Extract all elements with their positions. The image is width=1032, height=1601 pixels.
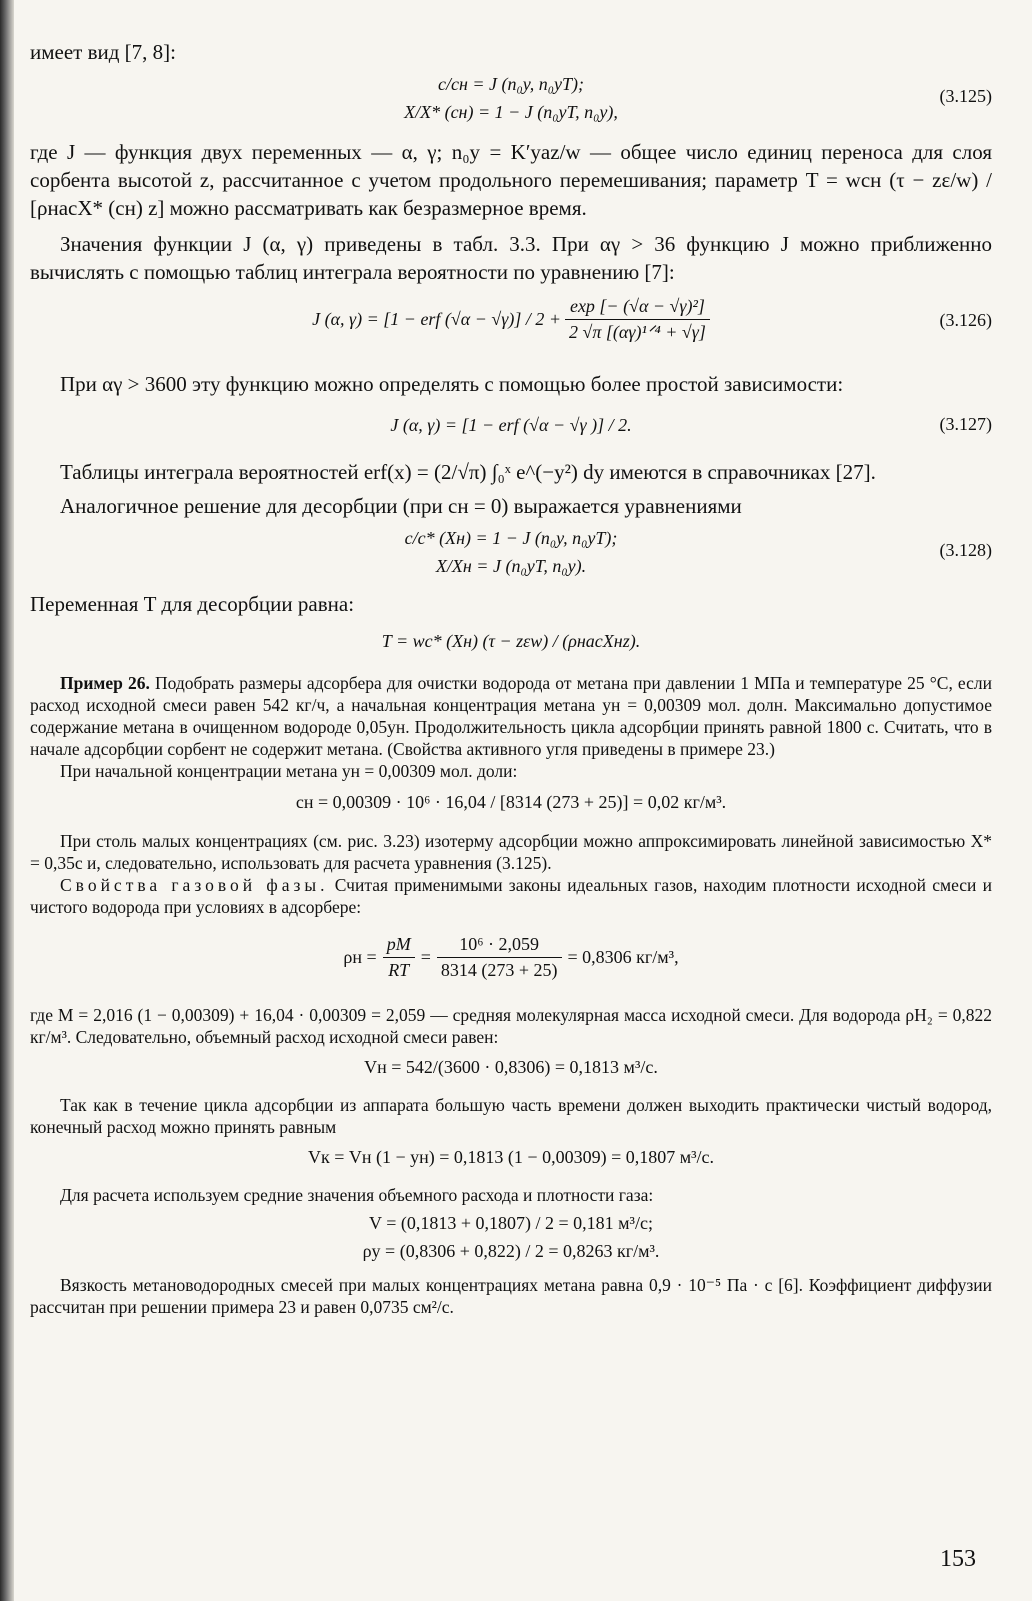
equation-number: (3.125): [939, 86, 992, 106]
fraction-denominator: RT: [388, 960, 410, 980]
document-page: [30, 28, 992, 1318]
fraction-numerator: exp [− (√α − √γ)²]: [565, 296, 710, 320]
equation-rho-average: ρy = (0,8306 + 0,822) / 2 = 0,8263 кг/м³.: [362, 1241, 660, 1261]
fraction-numerator: 10⁶ · 2,059: [437, 934, 562, 958]
equation-cn: cн = 0,00309 · 10⁶ · 16,04 / [8314 (273 + 25)] = 0,02 кг/м³.: [295, 792, 727, 812]
equation-number: (3.126): [939, 310, 992, 330]
example-isotherm: При столь малых концентрациях (см. рис. 3.23) изотерму адсорбции можно аппроксимировать линейной зависимостью X* = 0,35c и, следовательно, использовать для расчета уравнения (3.125).: [30, 831, 992, 873]
equals-sign: =: [420, 947, 431, 967]
section-heading: Свойства газовой фазы.: [60, 875, 329, 895]
equation-3-128: [30, 524, 992, 582]
paragraph-variable-t: Переменная T для десорбции равна:: [30, 592, 355, 616]
example-initial-concentration: При начальной концентрации метана yн = 0,00309 мол. доли:: [60, 761, 518, 781]
equation-3-127-body: J (α, γ) = [1 − erf (√α − √γ )] / 2.: [390, 415, 632, 435]
equation-3-125-line2: X/X* (cн) = 1 − J (n₀yT, n₀y),: [404, 102, 618, 122]
equation-number: (3.128): [939, 540, 992, 560]
equation-number: (3.127): [939, 414, 992, 434]
equation-3-127: [30, 410, 992, 450]
paragraph-table-values: Значения функции J (α, γ) приведены в табл. 3.3. При αγ > 36 функцию J можно приближенно вычислять с помощью таблиц интеграла вероятности по уравнению [7]:: [30, 232, 992, 284]
equation-3-125-line1: c/cн = J (n₀y, n₀yT);: [437, 74, 585, 94]
equation-vn: Vн = 542/(3600 · 0,8306) = 0,1813 м³/с.: [364, 1057, 658, 1077]
example-text: Подобрать размеры адсорбера для очистки водорода от метана при давлении 1 МПа и температуре 25 °C, если расход исходной смеси равен 542 кг/ч, а начальная концентрация метана yн = 0,00309 мол. долн. Максимально допустимое содержание метана в очищенном водороде 0,05yн. Продолжительность цикла адсорбции принять равной 1800 с. Считать, что в начале адсорбции сорбент не содержит метана. (Свойства активного угля приведены в примере 23.): [30, 673, 992, 759]
equation-3-125: [30, 70, 992, 128]
density-fraction-2: [437, 934, 562, 981]
paragraph-erf-tables: Таблицы интеграла вероятностей erf(x) = (2/√π) ∫₀ˣ e^(−y²) dy имеются в справочниках [27].: [60, 460, 876, 484]
fraction-denominator: 2 √π [(αγ)¹ᐟ⁴ + √γ]: [569, 322, 706, 342]
equation-density: [30, 928, 992, 998]
density-left: ρн =: [343, 947, 377, 967]
equation-vk: Vк = Vн (1 − yн) = 0,1813 (1 − 0,00309) = 0,1807 м³/с.: [307, 1147, 715, 1167]
paragraph-desorption: Аналогичное решение для десорбции (при cн = 0) выражается уравнениями: [60, 494, 742, 518]
fraction-denominator: 8314 (273 + 25): [440, 960, 558, 980]
example-label: Пример 26.: [60, 673, 150, 693]
example-molar-mass: где M = 2,016 (1 − 0,00309) + 16,04 · 0,00309 = 2,059 — средняя молекулярная масса исходной смеси. Для водорода ρH₂ = 0,822 кг/м³. Следовательно, объемный расход исходной смеси равен:: [30, 1005, 992, 1047]
intro-line: имеет вид [7, 8]:: [30, 40, 177, 64]
example-final-flow: Так как в течение цикла адсорбции из аппарата большую часть времени должен выходить практически чистый водород, конечный расход можно принять равным: [30, 1095, 992, 1137]
density-right: = 0,8306 кг/м³,: [567, 947, 679, 967]
density-fraction-1: [383, 934, 415, 981]
equation-3-126-fraction: [565, 296, 710, 343]
equation-3-126: [30, 292, 992, 356]
example-viscosity: Вязкость метановодородных смесей при малых концентрациях метана равна 0,9 · 10⁻⁵ Па · с [6]. Коэффициент диффузии рассчитан при решении примера 23 и равен 0,0735 см²/с.: [30, 1275, 992, 1317]
page-number: 153: [940, 1546, 976, 1572]
equation-v-average: V = (0,1813 + 0,1807) / 2 = 0,181 м³/с;: [369, 1213, 653, 1233]
equation-3-126-left: J (α, γ) = [1 − erf (√α − √γ)] / 2 +: [312, 309, 562, 329]
equation-3-128-line1: c/c* (Xн) = 1 − J (n₀y, n₀yT);: [404, 528, 618, 548]
equation-3-128-line2: X/Xн = J (n₀yT, n₀y).: [435, 556, 587, 576]
fraction-numerator: pM: [383, 934, 415, 958]
paragraph-j-function: где J — функция двух переменных — α, γ; n₀y = K′yaz/w — общее число единиц переноса для слоя сорбента высотой z, рассчитанное с учетом продольного перемешивания; параметр T = wcн (τ − zε/w) / [ρнасX* (cн) z] можно рассматривать как безразмерное время.: [30, 140, 992, 220]
section-text: Считая применимыми законы идеальных газов, находим плотности исходной смеси и чистого водорода при условиях в адсорбере:: [30, 875, 992, 917]
example-gas-phase: [30, 874, 992, 918]
example-averages: Для расчета используем средние значения объемного расхода и плотности газа:: [60, 1185, 654, 1205]
paragraph-simpler-dependency: При αγ > 3600 эту функцию можно определять с помощью более простой зависимости:: [60, 372, 844, 396]
example-26: [30, 672, 992, 760]
equation-t-desorption: T = wc* (Xн) (τ − zεw) / (ρнасXнz).: [381, 631, 641, 651]
page-binding-shadow: [0, 0, 14, 1601]
